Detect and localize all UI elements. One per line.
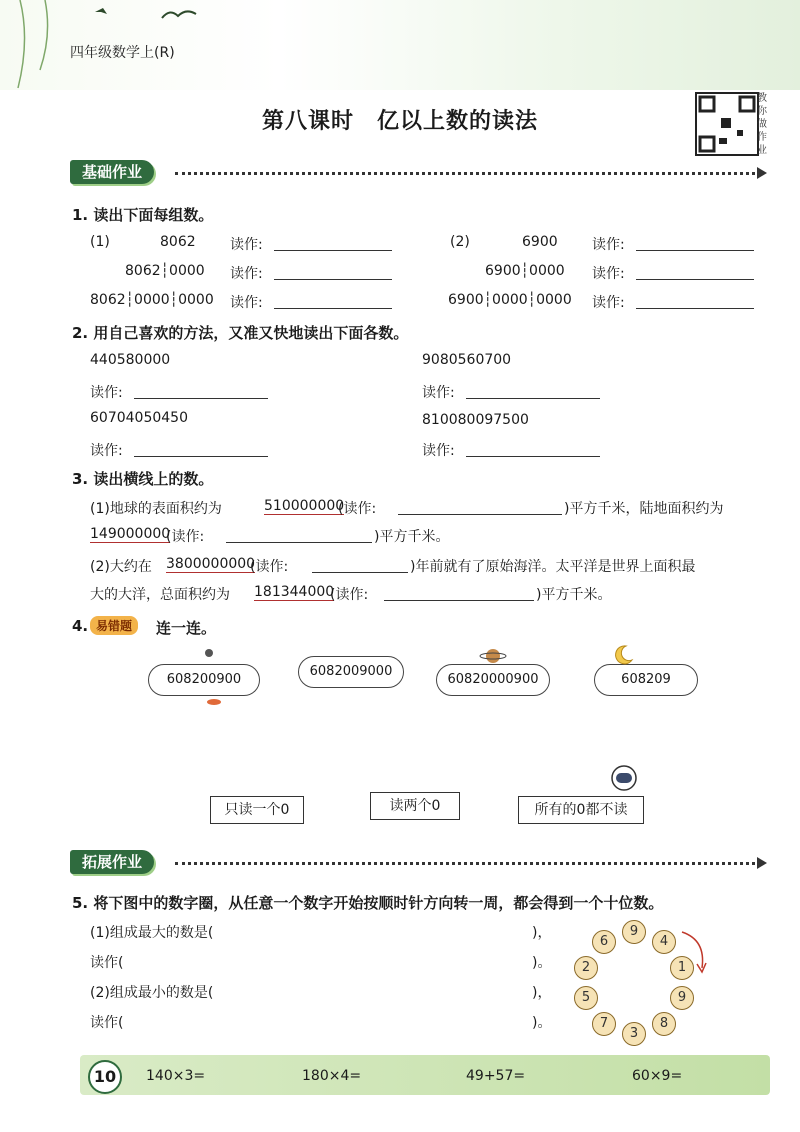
- rule-box[interactable]: 读两个0: [370, 792, 460, 820]
- read-label: 读作:: [422, 385, 455, 401]
- q3-text: )平方千米，陆地面积约为: [564, 501, 724, 517]
- answer-line[interactable]: [398, 500, 562, 515]
- mental-math: 180×4=: [302, 1068, 362, 1084]
- question-3-title: 3. 读出横线上的数。: [72, 470, 214, 488]
- mental-math: 60×9=: [632, 1068, 683, 1084]
- read-label: 读作:: [422, 443, 455, 459]
- question-4-number: 4.: [72, 617, 89, 635]
- ring-digit: 7: [592, 1012, 616, 1036]
- error-prone-tag: 易错题: [90, 616, 138, 635]
- q3-text: )年前就有了原始海洋。太平洋是世界上面积最: [410, 559, 696, 575]
- q5-line-end: )，: [532, 925, 552, 941]
- answer-line[interactable]: [226, 528, 372, 543]
- ring-digit: 1: [670, 956, 694, 980]
- rule-box[interactable]: 只读一个0: [210, 796, 304, 824]
- answer-line[interactable]: [274, 236, 392, 251]
- answer-line[interactable]: [636, 236, 754, 251]
- answer-line[interactable]: [274, 294, 392, 309]
- question-1-title: 1. 读出下面每组数。: [72, 206, 214, 224]
- q5-line-end: )，: [532, 985, 552, 1001]
- answer-line[interactable]: [274, 265, 392, 280]
- ring-digit: 9: [670, 986, 694, 1010]
- ring-digit: 8: [652, 1012, 676, 1036]
- q2-number: 60704050450: [90, 410, 188, 426]
- q3-text: (读作:: [166, 529, 205, 545]
- q5-line: (2)组成最小的数是(: [90, 985, 214, 1001]
- cloud-number[interactable]: 6082009000: [298, 656, 404, 688]
- mental-math: 140×3=: [146, 1068, 206, 1084]
- leaf-icon: [206, 696, 222, 708]
- q1-number: 8062┆0000: [125, 263, 205, 279]
- q3-number: 3800000000: [166, 556, 256, 572]
- q1-number: 6900: [522, 234, 558, 250]
- answer-line[interactable]: [466, 442, 600, 457]
- q3-text: (读作:: [338, 501, 377, 517]
- arrow-icon: [757, 857, 767, 869]
- question-2-title: 2. 用自己喜欢的方法，又准又快地读出下面各数。: [72, 324, 409, 342]
- dotted-divider: [175, 862, 755, 865]
- q5-line: (1)组成最大的数是(: [90, 925, 214, 941]
- q3-text: 大的大洋，总面积约为: [90, 587, 230, 603]
- q2-number: 810080097500: [422, 412, 529, 428]
- q1-group1-label: (1): [90, 234, 110, 250]
- grade-label: 四年级数学上(R): [70, 45, 175, 61]
- answer-line[interactable]: [312, 558, 408, 573]
- page-title: 第八课时 亿以上数的读法: [261, 109, 538, 134]
- dotted-divider: [175, 172, 755, 175]
- rule-box[interactable]: 所有的0都不读: [518, 796, 644, 824]
- planet-icon: [478, 644, 508, 664]
- cloud-number[interactable]: 60820000900: [436, 664, 550, 696]
- answer-line[interactable]: [134, 442, 268, 457]
- bird-icon: [160, 6, 200, 26]
- q1-number: 6900┆0000: [485, 263, 565, 279]
- read-label: 读作:: [230, 237, 263, 253]
- q1-number: 8062: [160, 234, 196, 250]
- answer-line[interactable]: [384, 586, 534, 601]
- q5-line-end: )。: [532, 1015, 552, 1031]
- read-label: 读作:: [90, 385, 123, 401]
- read-label: 读作:: [592, 295, 625, 311]
- q3-text: (2)大约在: [90, 559, 152, 575]
- ring-digit: 9: [622, 920, 646, 944]
- q5-line: 读作(: [90, 1015, 124, 1031]
- answer-line[interactable]: [466, 384, 600, 399]
- answer-line[interactable]: [636, 265, 754, 280]
- answer-line[interactable]: [636, 294, 754, 309]
- read-label: 读作:: [592, 266, 625, 282]
- q3-text: )平方千米。: [374, 529, 450, 545]
- ring-digit: 6: [592, 930, 616, 954]
- clockwise-arrow-icon: [680, 930, 710, 974]
- astronaut-icon: [606, 762, 642, 798]
- q2-number: 9080560700: [422, 352, 512, 368]
- arrow-icon: [757, 167, 767, 179]
- q1-group2-label: (2): [450, 234, 470, 250]
- qr-label: 教你做作业: [757, 93, 767, 156]
- qr-code[interactable]: [695, 92, 759, 156]
- q3-text: )平方千米。: [536, 587, 612, 603]
- ring-digit: 5: [574, 986, 598, 1010]
- question-5-title: 5. 将下图中的数字圈，从任意一个数字开始按顺时针方向转一周，都会得到一个十位数。: [72, 894, 664, 912]
- moon-icon: [612, 644, 634, 666]
- ring-digit: 2: [574, 956, 598, 980]
- cloud-number[interactable]: 608209: [594, 664, 698, 696]
- cloud-number[interactable]: 608200900: [148, 664, 260, 696]
- q1-number: 8062┆0000┆0000: [90, 292, 214, 308]
- section-tag-basic: 基础作业: [70, 160, 154, 184]
- page-number: 10: [88, 1060, 122, 1094]
- read-label: 读作:: [230, 266, 263, 282]
- ring-digit: 3: [622, 1022, 646, 1046]
- q5-line-end: )。: [532, 955, 552, 971]
- q3-text: (读作:: [330, 587, 369, 603]
- read-label: 读作:: [592, 237, 625, 253]
- answer-line[interactable]: [134, 384, 268, 399]
- q3-number: 149000000: [90, 526, 171, 542]
- section-tag-extend: 拓展作业: [70, 850, 154, 874]
- q3-number: 181344000: [254, 584, 335, 600]
- question-4-title: 连一连。: [156, 619, 217, 637]
- q5-line: 读作(: [90, 955, 124, 971]
- mental-math: 49+57=: [466, 1068, 526, 1084]
- q3-number: 510000000: [264, 498, 345, 514]
- q1-number: 6900┆0000┆0000: [448, 292, 572, 308]
- ring-digit: 4: [652, 930, 676, 954]
- q3-text: (读作:: [250, 559, 289, 575]
- planet-icon: [202, 646, 216, 660]
- read-label: 读作:: [90, 443, 123, 459]
- read-label: 读作:: [230, 295, 263, 311]
- q2-number: 440580000: [90, 352, 171, 368]
- q3-text: (1)地球的表面积约为: [90, 501, 222, 517]
